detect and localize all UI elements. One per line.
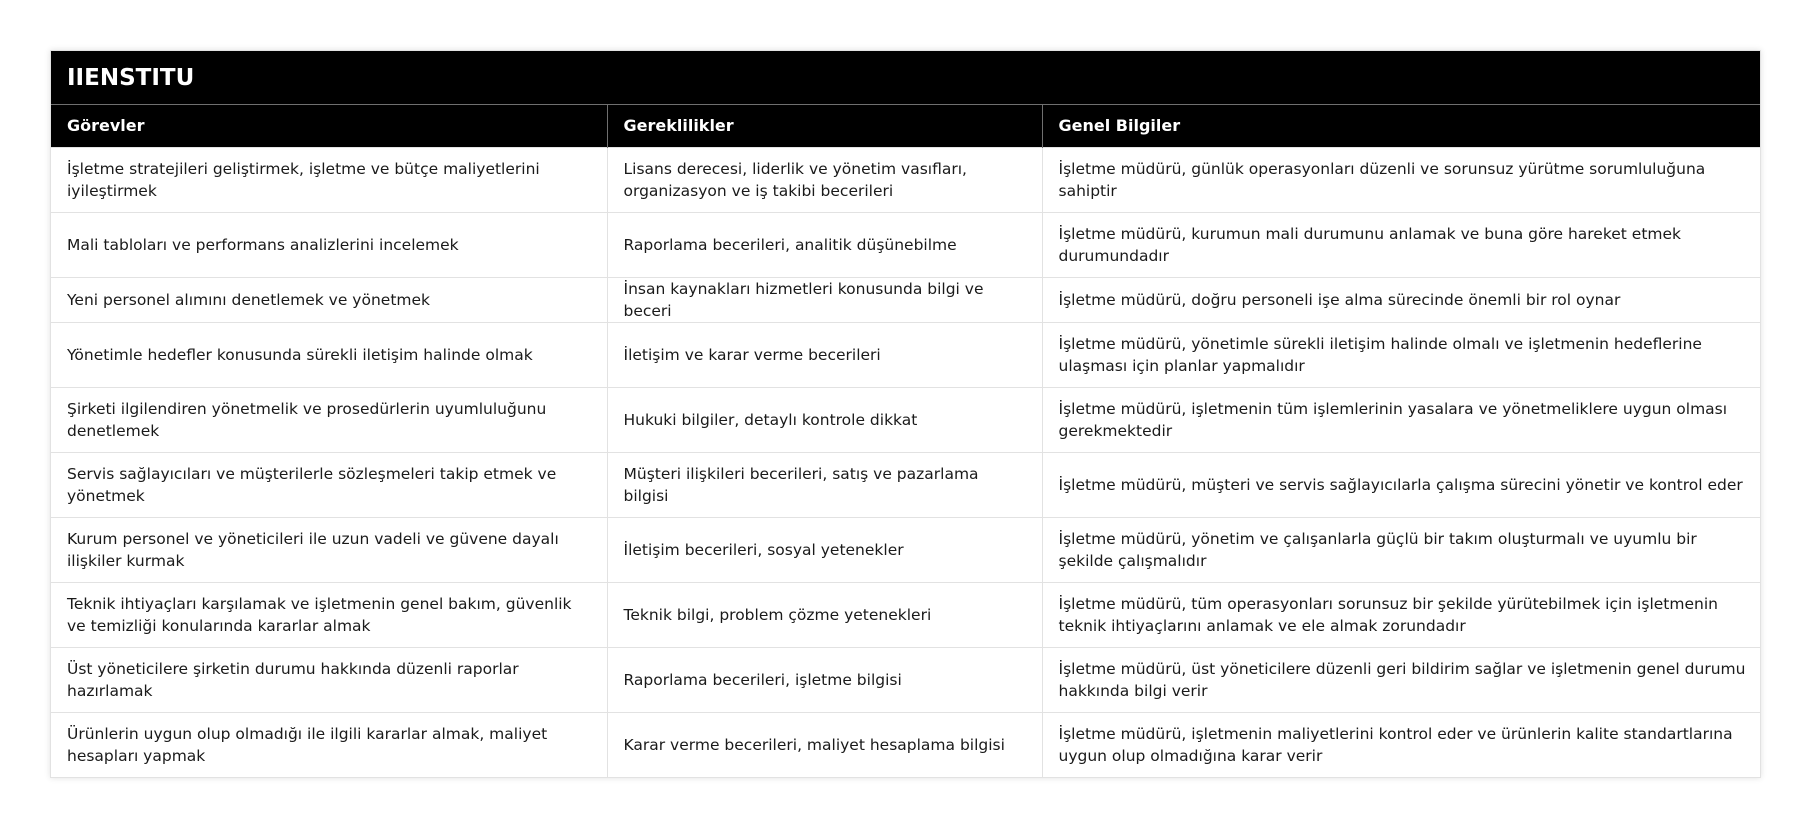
table-cell: Müşteri ilişkileri becerileri, satış ve pazarlama bilgisi: [607, 452, 1042, 517]
table-cell: İşletme müdürü, üst yöneticilere düzenli geri bildirim sağlar ve işletmenin genel durumu hakkında bilgi verir: [1042, 647, 1760, 712]
column-header-gorevler: Görevler: [51, 105, 607, 147]
table-header-row: [51, 105, 1760, 147]
column-header-gereklilikler: Gereklilikler: [607, 105, 1042, 147]
table-row: [51, 647, 1760, 712]
table-cell: Üst yöneticilere şirketin durumu hakkında düzenli raporlar hazırlamak: [51, 647, 607, 712]
table-cell: İletişim becerileri, sosyal yetenekler: [607, 517, 1042, 582]
table-cell: İşletme müdürü, yönetim ve çalışanlarla güçlü bir takım oluşturmalı ve uyumlu bir şekilde çalışmalıdır: [1042, 517, 1760, 582]
table-cell: İşletme müdürü, doğru personeli işe alma sürecinde önemli bir rol oynar: [1042, 277, 1760, 322]
table-cell: Raporlama becerileri, analitik düşünebilme: [607, 212, 1042, 277]
table-cell: Yönetimle hedefler konusunda sürekli iletişim halinde olmak: [51, 322, 607, 387]
info-table-container: [50, 50, 1761, 778]
table-row: [51, 712, 1760, 777]
info-table: [51, 105, 1760, 777]
table-row: [51, 582, 1760, 647]
table-cell: Raporlama becerileri, işletme bilgisi: [607, 647, 1042, 712]
table-row: [51, 452, 1760, 517]
table-cell: Lisans derecesi, liderlik ve yönetim vasıfları, organizasyon ve iş takibi becerileri: [607, 147, 1042, 212]
table-row: [51, 322, 1760, 387]
table-row: [51, 147, 1760, 212]
table-cell: Servis sağlayıcıları ve müşterilerle sözleşmeleri takip etmek ve yönetmek: [51, 452, 607, 517]
table-cell: Mali tabloları ve performans analizlerini incelemek: [51, 212, 607, 277]
table-cell: Karar verme becerileri, maliyet hesaplama bilgisi: [607, 712, 1042, 777]
table-cell: İşletme müdürü, yönetimle sürekli iletişim halinde olmalı ve işletmenin hedeflerine ulaşması için planlar yapmalıdır: [1042, 322, 1760, 387]
table-cell: İşletme müdürü, müşteri ve servis sağlayıcılarla çalışma sürecini yönetir ve kontrol eder: [1042, 452, 1760, 517]
table-cell: Yeni personel alımını denetlemek ve yönetmek: [51, 277, 607, 322]
table-cell: Kurum personel ve yöneticileri ile uzun vadeli ve güvene dayalı ilişkiler kurmak: [51, 517, 607, 582]
table-cell: İletişim ve karar verme becerileri: [607, 322, 1042, 387]
table-row: [51, 387, 1760, 452]
table-cell: İşletme stratejileri geliştirmek, işletme ve bütçe maliyetlerini iyileştirmek: [51, 147, 607, 212]
table-cell: Teknik ihtiyaçları karşılamak ve işletmenin genel bakım, güvenlik ve temizliği konularında kararlar almak: [51, 582, 607, 647]
column-header-genel-bilgiler: Genel Bilgiler: [1042, 105, 1760, 147]
table-cell: Teknik bilgi, problem çözme yetenekleri: [607, 582, 1042, 647]
table-row: [51, 277, 1760, 322]
table-cell: Hukuki bilgiler, detaylı kontrole dikkat: [607, 387, 1042, 452]
table-title: IIENSTITU: [51, 51, 1760, 105]
table-cell: Ürünlerin uygun olup olmadığı ile ilgili kararlar almak, maliyet hesapları yapmak: [51, 712, 607, 777]
table-cell: İşletme müdürü, işletmenin maliyetlerini kontrol eder ve ürünlerin kalite standartlarına uygun olup olmadığına karar verir: [1042, 712, 1760, 777]
table-cell: İşletme müdürü, işletmenin tüm işlemlerinin yasalara ve yönetmeliklere uygun olması gerekmektedir: [1042, 387, 1760, 452]
table-row: [51, 212, 1760, 277]
table-row: [51, 517, 1760, 582]
table-cell: Şirketi ilgilendiren yönetmelik ve prosedürlerin uyumluluğunu denetlemek: [51, 387, 607, 452]
table-cell: İşletme müdürü, günlük operasyonları düzenli ve sorunsuz yürütme sorumluluğuna sahiptir: [1042, 147, 1760, 212]
table-cell: İnsan kaynakları hizmetleri konusunda bilgi ve beceri: [607, 277, 1042, 322]
table-cell: İşletme müdürü, tüm operasyonları sorunsuz bir şekilde yürütebilmek için işletmenin teknik ihtiyaçlarını anlamak ve ele almak zorundadır: [1042, 582, 1760, 647]
table-cell: İşletme müdürü, kurumun mali durumunu anlamak ve buna göre hareket etmek durumundadır: [1042, 212, 1760, 277]
